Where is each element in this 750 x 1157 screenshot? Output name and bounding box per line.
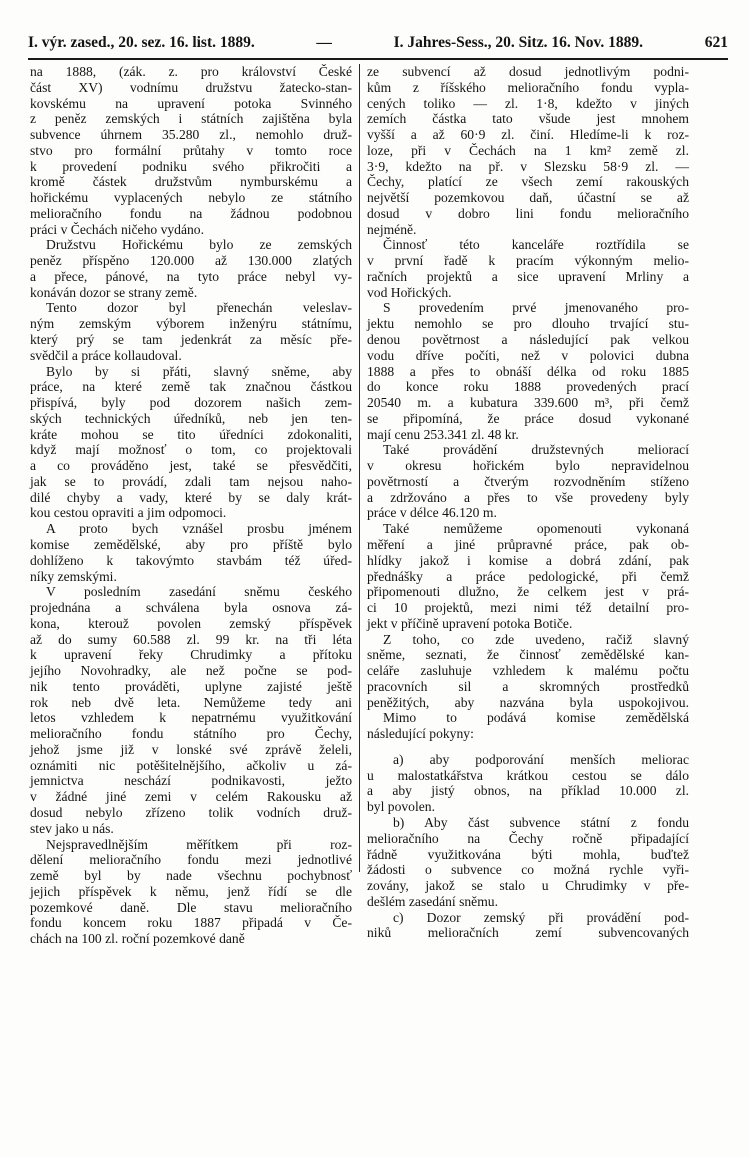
text-line: c) Dozor zemský při provádění pod- [393, 909, 689, 925]
text-line: řádně využitkována býti mohla, buďtež [367, 846, 689, 862]
text-line: dilé chyby a vady, které by se daly krát- [30, 489, 352, 505]
text-line: peněz příspěno 120.000 až 130.000 zlatých [30, 253, 352, 269]
text-line: nejméně. [367, 221, 417, 237]
text-line: když mají možnosť o tom, co projektovali [30, 442, 352, 458]
text-line: hořickému vyplacených nebylo ze státního [30, 190, 352, 206]
text-line: denou povětrnost a následující pak velkou [367, 332, 689, 348]
text-line: vod Hořických. [367, 284, 452, 300]
page-number: 621 [704, 34, 728, 51]
text-line: stvo pro formální průtahy v tomto roce [30, 142, 352, 158]
text-line: Tento dozor byl přenechán veleslav- [46, 300, 352, 316]
text-line: a zdržováno a přes to vše provedeny byly [367, 489, 689, 505]
text-line: a aby jistý obnos, na příklad 10.000 zl. [367, 783, 689, 799]
text-line: ských technických úředníků, neb jen ten- [30, 410, 352, 426]
text-line: sněme, seznati, že činnosť zemědělské kan- [367, 647, 689, 663]
text-line: práce, na které země tak značnou částkou [30, 379, 352, 395]
text-line: jektu nemohlo se pro dlouho trvající stu- [367, 316, 689, 332]
text-line: 20540 m. a kubatura 339.600 m³, při čemž [367, 395, 689, 411]
text-line: a přece, pánové, na tyto práce nebyl vy- [30, 268, 352, 284]
text-line: největší pozemkovou daň, účastní se až [367, 190, 689, 206]
text-line: melioračního fondu státního pro Čechy, [30, 726, 352, 742]
text-line: jak se to provádí, zdali tam nejsou naho- [30, 473, 352, 489]
text-line: kromě částek družstvům nymburskému a [30, 174, 352, 190]
left-text-column [30, 64, 352, 947]
text-line: oznámiti nic potěšitelnějšího, ačkoliv u zá- [30, 757, 352, 773]
text-line: pracovních sil a skromných prostředků [367, 678, 689, 694]
text-line: část XV) vodnímu družstvu žatecko-stan- [30, 79, 352, 95]
text-line: dešlém zasedání sněmu. [367, 893, 498, 909]
text-line: Mimo to podává komise zemědělská [383, 710, 689, 726]
text-line: račních projektů a sice upravení Mrliny a [367, 268, 689, 284]
paragraph-gap [367, 742, 689, 752]
text-line: V posledním zasedání sněmu českého [46, 584, 352, 600]
text-line: Také nemůžeme opomenouti vykonaná [383, 521, 689, 537]
text-line: z peněz zemských i státních zajištěna byla [30, 111, 352, 127]
header-rule [28, 58, 728, 60]
text-line: na 1888, (zák. z. pro království České [30, 64, 352, 79]
text-line: a) aby podporování menších meliorac [393, 751, 689, 767]
text-line: svědčil a práce kollaudoval. [30, 347, 182, 363]
text-line: hlídky jakož i komise a dobrá zdání, pak [367, 552, 689, 568]
text-line: se připomíná, že práce dosud vykonané [367, 410, 689, 426]
text-line: cených toliko — zl. 1·8, kdežto v jiných [367, 95, 689, 111]
text-line: Činnosť této kanceláře roztřídila se [383, 237, 689, 253]
text-line: jekt v příčině upravení potoka Botiče. [367, 615, 573, 631]
text-line: dosud v dobro lini fondu melioračního [367, 205, 689, 221]
text-line: dohlíženo k takovýmto stavbám též úřed- [30, 552, 352, 568]
text-line: jejího Novohradky, ale než počne se pod- [30, 663, 352, 679]
text-line: jehož jsme již v lonské své zprávě želeli, [30, 741, 352, 757]
text-line: ze subvencí až dosud jednotlivým podni- [367, 64, 689, 79]
text-line: Nejspravedlnějším měřítkem při roz- [46, 836, 352, 852]
text-line: niků melioračních zemí subvencovaných [367, 925, 689, 941]
text-line: 1888 a přes to obnáší délka od roku 1885 [367, 363, 689, 379]
text-line: celáře zasluhuje vzhledem k malému počtu [367, 663, 689, 679]
text-line: k provedení podniku svého přikročiti a [30, 158, 352, 174]
text-line: pozemkové daně. Dle stavu melioračního [30, 899, 352, 915]
text-line: A proto bych vznášel prosbu jménem [46, 521, 352, 537]
text-line: peněžitých, aby nazvána byla uspokojivou. [367, 694, 689, 710]
text-line: povětrností a čtverým rozvodněním stíženo [367, 473, 689, 489]
text-line: jejich příspěvek k němu, jenž řídí se dle [30, 883, 352, 899]
text-line: práce v délce 46.120 m. [367, 505, 497, 521]
right-text-column [367, 64, 689, 941]
text-line: Čechy, platící ze všech zemí rakouských [367, 174, 689, 190]
text-line: následující pokyny: [367, 726, 474, 742]
text-line: komise zemědělské, aby pro příště bylo [30, 536, 352, 552]
text-line: který prý se tam jedenkrát za měsíc pře- [30, 332, 352, 348]
text-line: v žádné jiné zemi v celém Rakousku až [30, 789, 352, 805]
text-line: Bylo by si přáti, slavný sněme, aby [46, 363, 352, 379]
text-line: rok neb dvě leta. Nemůžeme tedy ani [30, 694, 352, 710]
text-line: kráte mohou se tito úředníci zdokonaliti, [30, 426, 352, 442]
text-line: vyšší a až 60·9 zl. činí. Hledíme-li k roz- [367, 127, 689, 143]
text-line: dělení melioračního fondu mezi jednotlivé [30, 852, 352, 868]
text-line: 3·9, kdežto na př. v Slezsku 58·9 zl. — [367, 158, 689, 174]
header-dash: — [316, 34, 332, 51]
text-line: melioračního na Čechy ročně připadající [367, 830, 689, 846]
text-line: loze, při v Čechách na 1 km² země zl. [367, 142, 689, 158]
text-line: stev jako u nás. [30, 820, 114, 836]
text-line: chách na 100 zl. roční pozemkové daně [30, 931, 245, 947]
text-line: Z toho, co zde uvedeno, račiž slavný [383, 631, 689, 647]
text-line: země byl by nade všechnu pochybnosť [30, 868, 352, 884]
text-line: ci 10 projektů, mezi nimi též detailní pro- [367, 600, 689, 616]
text-line: zemích částka tato všude jest mnohem [367, 111, 689, 127]
header-german-session: I. Jahres-Sess., 20. Sitz. 16. Nov. 1889. [393, 34, 644, 51]
text-line: Také provádění družstevných meliorací [383, 442, 689, 458]
text-line: připomenouti dlužno, že celkem jest v prá- [367, 584, 689, 600]
text-line: letos vzhledem k nepatrnému využitkování [30, 710, 352, 726]
text-line: v okresu hořickém bylo nepravidelnou [367, 458, 689, 474]
text-line: jemnictva neschází podnikavosti, ježto [30, 773, 352, 789]
text-line: až do sumy 60.588 zl. 99 kr. na tři léta [30, 631, 352, 647]
text-line: b) Aby část subvence státní z fondu [393, 814, 689, 830]
text-line: byl povolen. [367, 799, 435, 815]
text-line: melioračního fondu na žádnou podobnou [30, 205, 352, 221]
text-line: do konce roku 1888 provedených prací [367, 379, 689, 395]
text-line: u malostatkářstva krátkou cestou se dálo [367, 767, 689, 783]
text-line: fondu koncem roku 1887 připadá v Če- [30, 915, 352, 931]
text-line: nik tento prováděti, uplyne zajisté ještě [30, 678, 352, 694]
text-line: subvence úhrnem 35.280 zl., nemohlo druž- [30, 127, 352, 143]
text-line: kům z říšského melioračního fondu vypla- [367, 79, 689, 95]
text-line: kovskému na upravení potoka Svinného [30, 95, 352, 111]
text-line: přednášky a práce pedologické, při čemž [367, 568, 689, 584]
text-line: níky zemskými. [30, 568, 117, 584]
text-line: přispívá, byly pod dozorem našich zem- [30, 395, 352, 411]
text-line: dosud nebylo zřízeno tolik vodních druž- [30, 804, 352, 820]
text-line: ným zemským výborem inženýru státnímu, [30, 316, 352, 332]
header-czech-session: I. výr. zased., 20. sez. 16. list. 1889. [28, 34, 255, 51]
page-header [28, 34, 728, 52]
text-line: projednána a schválena byla osnova zá- [30, 600, 352, 616]
text-line: konáván dozor se strany země. [30, 284, 198, 300]
text-line: v první řadě k pracím výkonným melio- [367, 253, 689, 269]
text-line: vodu dříve počíti, než v polovici dubna [367, 347, 689, 363]
text-line: práci v Čechách ničeho vydáno. [30, 221, 205, 237]
text-line: Družstvu Hořickému bylo ze zemských [46, 237, 352, 253]
text-line: měření a jiné průpravné práce, pak ob- [367, 536, 689, 552]
text-line: k upravení řeky Chrudimky a přítoku [30, 647, 352, 663]
text-line: S provedením prvé jmenovaného pro- [383, 300, 689, 316]
text-line: mají cenu 253.341 zl. 48 kr. [367, 426, 519, 442]
text-line: kou cestou opraviti a jim odpomoci. [30, 505, 227, 521]
text-line: zovány, jakož se stalo u Chrudimky v pře- [367, 878, 689, 894]
column-divider [359, 64, 360, 872]
text-line: žádosti o subvence co možná rychle vyři- [367, 862, 689, 878]
text-line: a co prováděno jest, také se přesvědčiti, [30, 458, 352, 474]
text-line: kona, kterouž povolen zemský příspěvek [30, 615, 352, 631]
